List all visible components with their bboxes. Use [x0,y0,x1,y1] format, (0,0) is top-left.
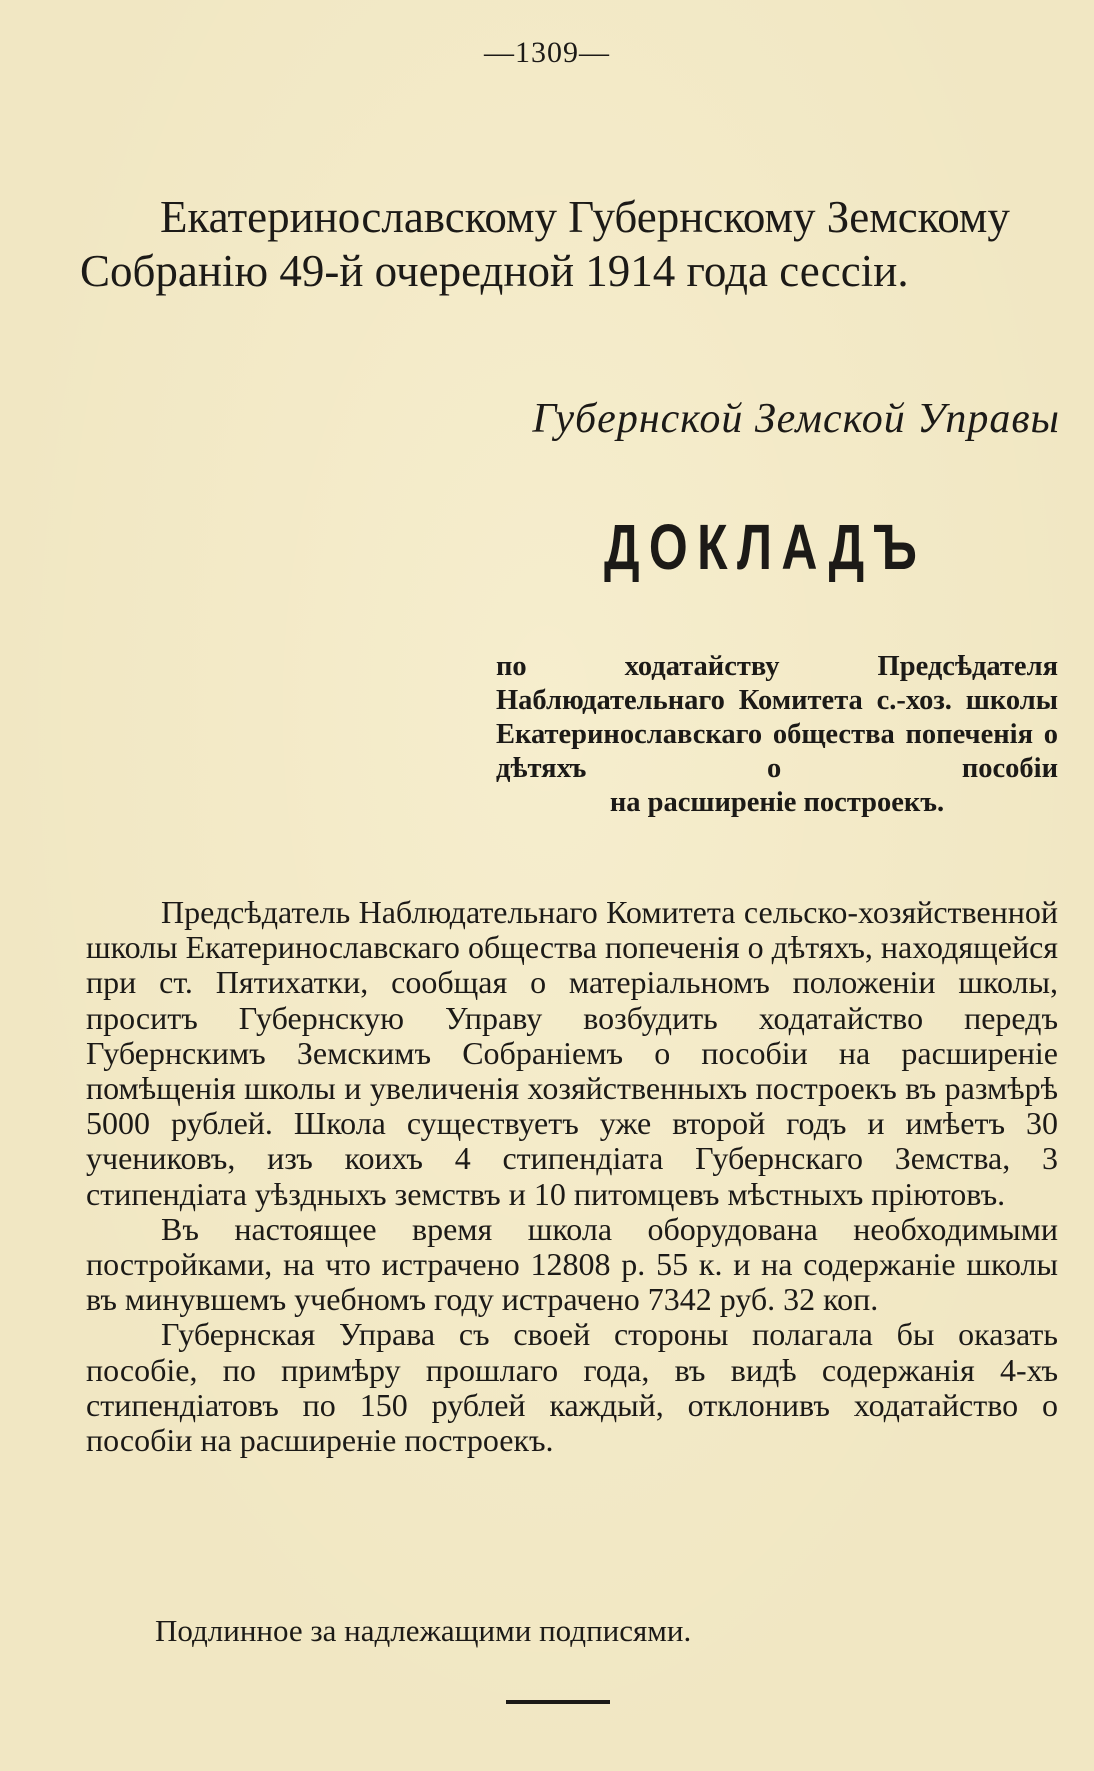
title-line-1: Екатеринославскому Губернскому Земскому [160,192,1010,242]
subject-last-line: на расширеніе построекъ. [609,787,945,818]
paragraph: Въ настоящее время школа оборудована необходимыми постройками, на что истрачено 12808 р. 55 к. и на содержаніе школы въ минувшемъ учебномъ году истрачено 7342 руб. 32 коп. [86,1210,1058,1318]
title-line-2: Собранію 49-й очередной 1914 года сессіи. [80,246,909,296]
paragraph: Губернская Управа съ своей стороны полагала бы оказать пособіе, по примѣру прошлаго года, въ видѣ содержанія 4-хъ стипендіатовъ по 150 рублей каждый, отклонивъ ходатайство о пособіи на расширеніе построекъ. [86,1316,1058,1459]
signature-note: Подлинное за надлежащими подписями. [155,1613,692,1648]
closing-rule [506,1700,610,1704]
page-number: —1309— [484,36,610,69]
report-subject [496,650,1058,820]
document-title [80,190,1060,298]
board-name: Губернской Земской Управы [532,396,1060,442]
subject-text: по ходатайству Предсѣдателя Наблюдательнаго Комитета с.-хоз. школы Екатеринославскаго общества попеченія о дѣтяхъ о пособіи [496,651,1058,784]
report-body [86,895,1058,1458]
paragraph: Предсѣдатель Наблюдательнаго Комитета сельско-хозяйственной школы Екатеринославскаго общества попеченія о дѣтяхъ, находящейся при ст. Пятихатки, сообщая о матеріальномъ положеніи школы, проситъ Губернскую Управу возбудить ходатайство передъ Губернскимъ Земскимъ Собраніемъ о пособіи на расширеніе помѣщенія школы и увеличенія хозяйственныхъ построекъ въ размѣрѣ 5000 рублей. Школа существуетъ уже второй годъ и имѣетъ 30 учениковъ, изъ коихъ 4 стипендіата Губернскаго Земства, 3 стипендіата уѣздныхъ земствъ и 10 питомцевъ мѣстныхъ пріютовъ. [86,894,1058,1212]
report-heading: ДОКЛАДЪ [604,511,927,583]
